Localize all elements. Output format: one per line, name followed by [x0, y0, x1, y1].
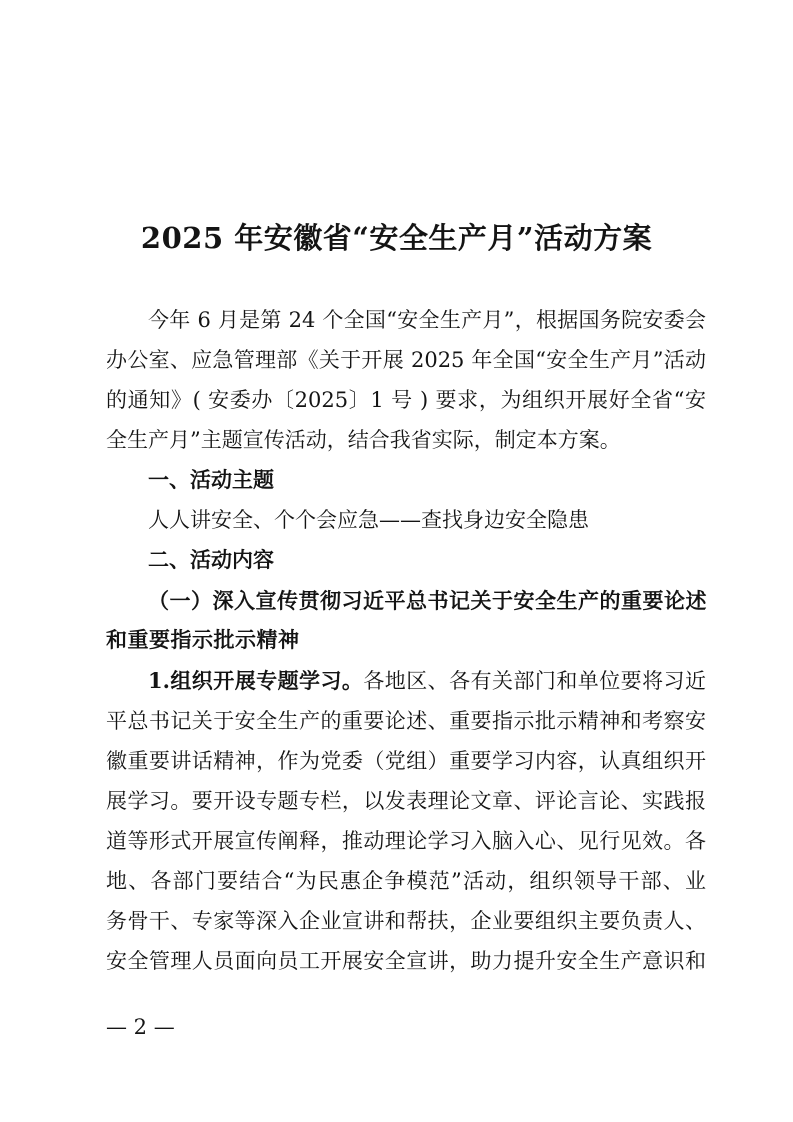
- section-heading-content: 二、活动内容: [148, 547, 274, 572]
- item-1-heading: 1.组织开展专题学习。: [148, 668, 364, 693]
- intro-line-3: 的通知》( 安委办〔2025〕1 号 ) 要求，为组织开展好全省“安: [106, 388, 706, 412]
- page-number: — 2 —: [106, 1015, 175, 1039]
- item-1-first-line: [148, 666, 706, 696]
- item-1-line: 安全管理人员面向员工开展安全宣讲，助力提升安全生产意识和: [106, 949, 706, 973]
- section-heading-theme: 一、活动主题: [148, 467, 274, 492]
- subsection-heading-line-1: （一）深入宣传贯彻习近平总书记关于安全生产的重要论述: [148, 588, 707, 613]
- intro-line-1: 今年 6 月是第 24 个全国“安全生产月”，根据国务院安委会: [148, 308, 706, 332]
- theme-text: 人人讲安全、个个会应急——查找身边安全隐患: [148, 508, 589, 532]
- item-1-line: 地、各部门要结合“为民惠企争模范”活动，组织领导干部、业: [106, 869, 706, 893]
- item-1-first-line-text: 各地区、各有关部门和单位要将习近: [363, 669, 706, 693]
- item-1-line: 徽重要讲话精神，作为党委（党组）重要学习内容，认真组织开: [106, 749, 706, 773]
- item-1-line: 展学习。要开设专题专栏，以发表理论文章、评论言论、实践报: [106, 789, 706, 813]
- item-1-line: 平总书记关于安全生产的重要论述、重要指示批示精神和考察安: [106, 709, 706, 733]
- item-1-line: 道等形式开展宣传阐释，推动理论学习入脑入心、见行见效。各: [106, 829, 706, 853]
- intro-line-2: 办公室、应急管理部《关于开展 2025 年全国“安全生产月”活动: [106, 348, 706, 372]
- subsection-heading-line-2: 和重要指示批示精神: [106, 627, 300, 652]
- item-1-line: 务骨干、专家等深入企业宣讲和帮扶，企业要组织主要负责人、: [106, 909, 706, 933]
- document-title: 2025 年安徽省“安全生产月”活动方案: [140, 221, 653, 255]
- intro-line-4: 全生产月”主题宣传活动，结合我省实际，制定本方案。: [106, 428, 621, 452]
